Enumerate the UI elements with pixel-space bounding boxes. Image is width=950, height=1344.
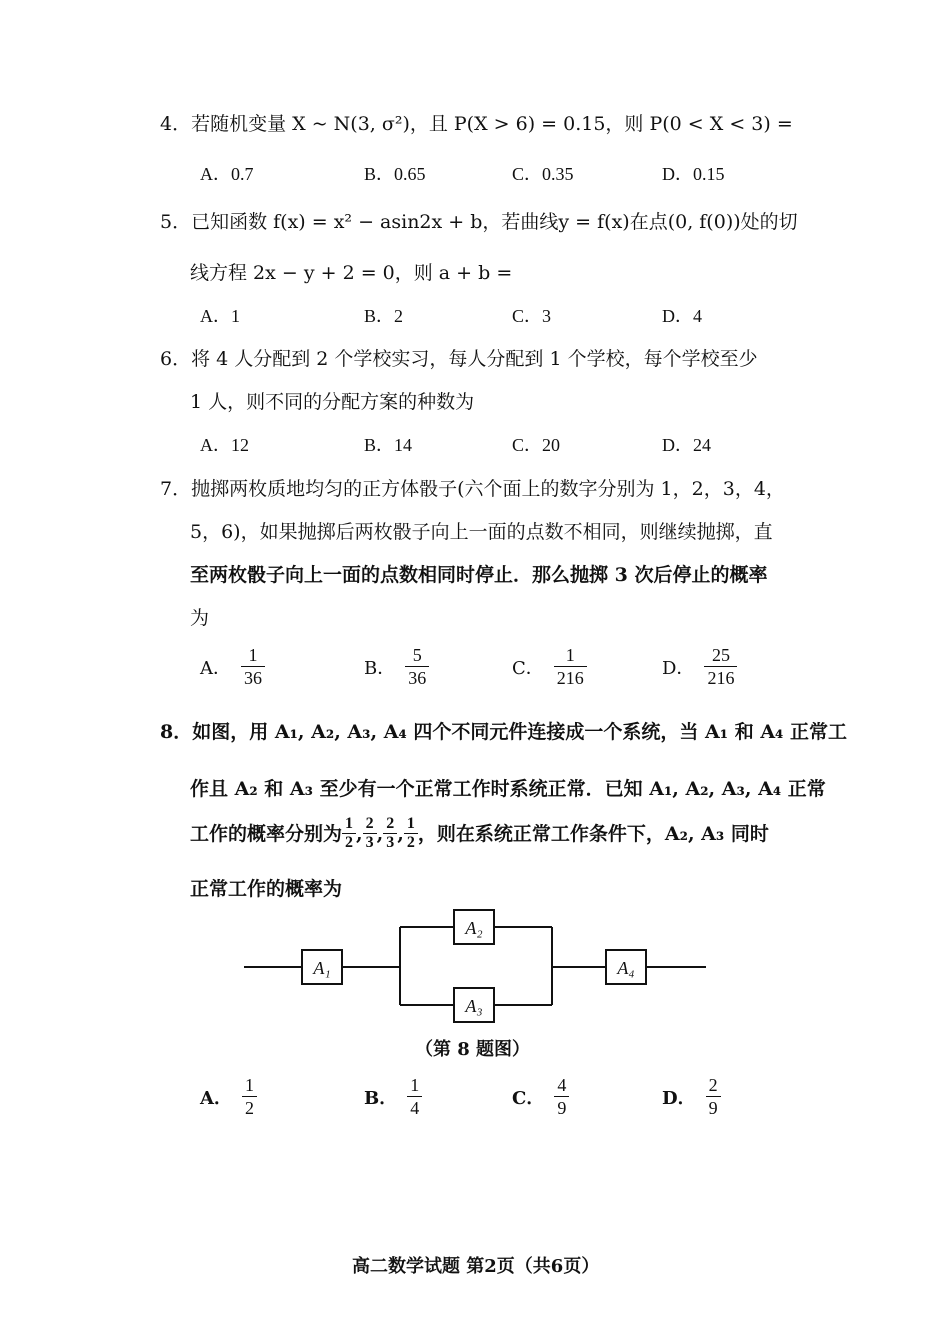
question-6-line-1 (160, 347, 758, 371)
question-8-line-2: 作且 A₂ 和 A₃ 至少有一个正常工作时系统正常．已知 A₁, A₂, A₃, A₄ 正常 (190, 778, 826, 800)
q4-option-b: B．0.65 (364, 164, 426, 184)
denominator: 2 (345, 834, 354, 851)
question-number: 4． (160, 113, 192, 135)
option-label: B． (364, 657, 396, 679)
option-label: A． (200, 657, 231, 679)
option-label: A． (200, 1087, 232, 1109)
numerator: 1 (554, 644, 587, 667)
question-5-line-2: 线方程 2x − y + 2 = 0，则 a + b = (190, 262, 513, 284)
option-fraction (241, 644, 265, 689)
question-text: 若随机变量 X ~ N(3, σ²)，且 P(X > 6) = 0.15，则 P(0 < X < 3) = (191, 113, 793, 135)
page-footer: 高二数学试题 第2页（共6页） (352, 1256, 600, 1277)
option-label: D． (662, 657, 695, 679)
question-number: 5． (160, 211, 192, 233)
question-number: 7． (160, 478, 192, 500)
denominator: 4 (410, 1098, 420, 1118)
q8-option-d (662, 1074, 721, 1119)
q4-option-a: A．0.7 (200, 164, 254, 184)
probability-a1 (342, 815, 356, 852)
question-7-line-3: 至两枚骰子向上一面的点数相同时停止．那么抛掷 3 次后停止的概率 (190, 564, 768, 586)
circuit-diagram (240, 905, 710, 1030)
q8-option-c (512, 1074, 569, 1119)
denominator: 3 (386, 834, 395, 851)
denominator: 3 (365, 834, 374, 851)
q5-option-b: B．2 (364, 306, 404, 326)
numerator: 2 (383, 815, 397, 834)
numerator: 1 (342, 815, 356, 834)
component-a3-label: A₃ (465, 996, 483, 1016)
question-4 (160, 112, 793, 136)
probability-a3 (383, 815, 397, 852)
option-fraction (242, 1074, 257, 1119)
denominator: 36 (244, 668, 262, 688)
question-8-line-4: 正常工作的概率为 (190, 878, 343, 900)
q4-option-d: D．0.15 (662, 164, 725, 184)
question-text: 将 4 人分配到 2 个学校实习，每人分配到 1 个学校，每个学校至少 (191, 348, 758, 370)
numerator: 1 (404, 815, 418, 834)
option-label: D． (662, 1087, 696, 1109)
q5-option-c: C．3 (512, 306, 552, 326)
denominator: 36 (408, 668, 427, 688)
q6-option-d: D．24 (662, 435, 711, 455)
option-fraction (554, 1074, 569, 1119)
option-fraction (405, 644, 429, 689)
q6-option-c: C．20 (512, 435, 561, 455)
component-a4-label: A₄ (617, 958, 635, 978)
question-number: 6． (160, 348, 192, 370)
question-number: 8． (160, 721, 193, 743)
denominator: 9 (557, 1098, 567, 1118)
q8-option-b (364, 1074, 422, 1119)
diagram-caption: （第 8 题图） (415, 1039, 531, 1060)
option-label: C． (512, 657, 544, 679)
line-text: ，则在系统正常工作条件下，A₂, A₃ 同时 (417, 822, 769, 845)
q7-option-b (364, 644, 429, 689)
component-a1-label: A₁ (313, 958, 331, 978)
question-7-line-1 (160, 477, 785, 501)
denominator: 216 (556, 668, 584, 688)
component-a2-label: A₂ (465, 918, 483, 938)
option-label: C． (512, 1087, 545, 1109)
denominator: 2 (244, 1098, 254, 1118)
denominator: 216 (707, 668, 735, 688)
denominator: 2 (406, 834, 415, 851)
numerator: 25 (704, 644, 737, 667)
numerator: 2 (706, 1074, 721, 1097)
question-7-line-2: 5，6)，如果抛掷后两枚骰子向上一面的点数不相同，则继续抛掷，直 (190, 521, 773, 543)
option-label: B． (364, 1087, 398, 1109)
q7-option-c (512, 644, 587, 689)
question-5-line-1 (160, 210, 798, 234)
numerator: 1 (241, 644, 265, 667)
q7-option-a (200, 644, 265, 689)
numerator: 1 (242, 1074, 257, 1097)
q4-option-c: C．0.35 (512, 164, 574, 184)
numerator: 4 (554, 1074, 569, 1097)
option-fraction (554, 644, 587, 689)
numerator: 2 (363, 815, 377, 834)
question-8-line-1 (160, 720, 847, 744)
line-text: 工作的概率分别为 (190, 822, 343, 845)
numerator: 5 (405, 644, 429, 667)
q6-option-b: B．14 (364, 435, 413, 455)
question-text: 已知函数 f(x) = x² − asin2x + b，若曲线y = f(x)在点(0, f(0))处的切 (191, 211, 798, 233)
q8-option-a (200, 1074, 257, 1119)
q6-option-a: A．12 (200, 435, 249, 455)
probability-a2 (363, 815, 377, 852)
question-text: 如图，用 A₁, A₂, A₃, A₄ 四个不同元件连接成一个系统，当 A₁ 和 A₄ 正常工 (192, 721, 847, 743)
q7-option-d (662, 644, 737, 689)
question-6-line-2: 1 人，则不同的分配方案的种数为 (190, 391, 475, 413)
probability-a4 (404, 815, 418, 852)
question-8-line-3: 工作的概率分别为 $\frac{1}{2}$ , $\frac{2}{3}$ , $\frac{2}{3}$ , $\frac{1}{2}$ ，则在系统正常工作条件下，A₂, A₃ 同时 (190, 815, 769, 851)
numerator: 1 (407, 1074, 422, 1097)
option-fraction (407, 1074, 422, 1119)
option-fraction (704, 644, 737, 689)
question-7-line-4: 为 (190, 607, 210, 629)
question-text: 抛掷两枚质地均匀的正方体骰子(六个面上的数字分别为 1，2，3，4， (191, 478, 785, 500)
q5-option-a: A．1 (200, 306, 240, 326)
denominator: 9 (708, 1098, 718, 1118)
option-fraction (706, 1074, 721, 1119)
q5-option-d: D．4 (662, 306, 702, 326)
